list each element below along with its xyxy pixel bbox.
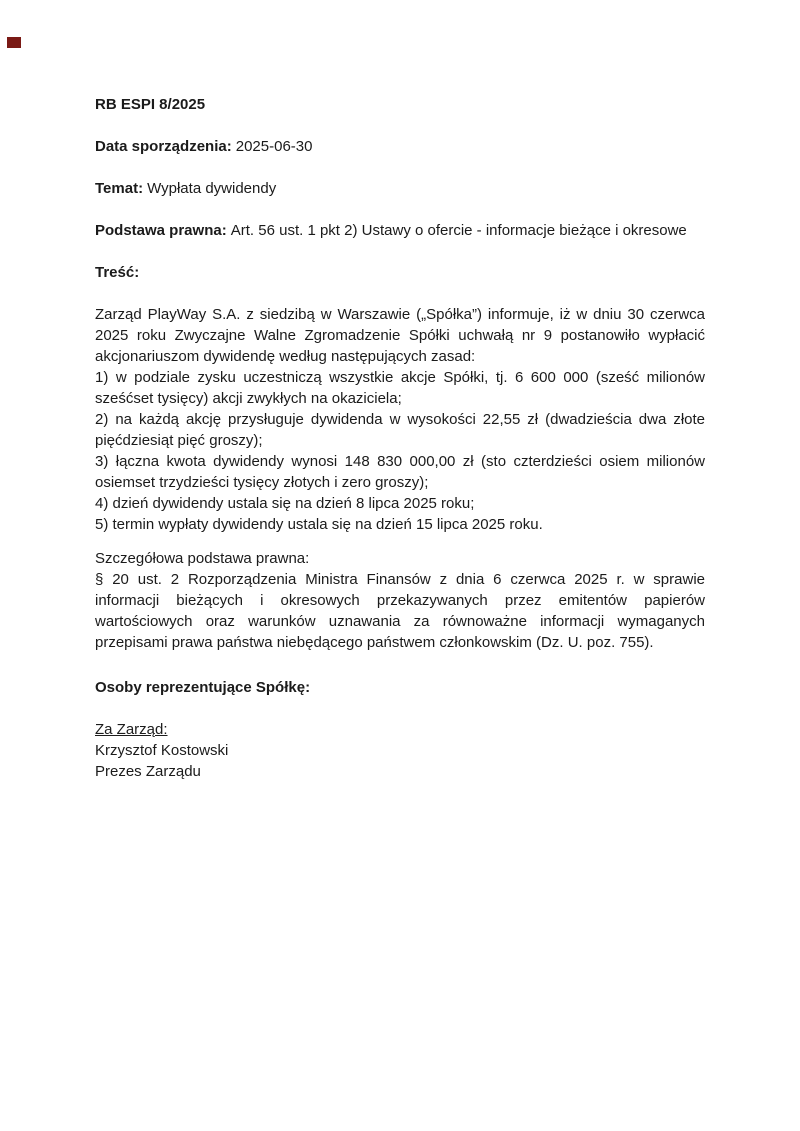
signature-position: Prezes Zarządu <box>95 763 201 780</box>
field-subject-label: Temat: <box>95 180 144 197</box>
signature-block <box>95 719 705 782</box>
report-number: RB ESPI 8/2025 <box>95 96 206 113</box>
body-item-3: 3) łączna kwota dywidendy wynosi 148 830 000,00 zł (sto czterdzieści osiem milionów osiemset trzydzieści tysięcy złotych i zero groszy); <box>95 453 705 491</box>
body-item-4: 4) dzień dywidendy ustala się na dzień 8 lipca 2025 roku; <box>95 495 475 512</box>
signature-name: Krzysztof Kostowski <box>95 742 229 759</box>
report-body <box>95 304 705 535</box>
detailed-legal-basis-text: § 20 ust. 2 Rozporządzenia Ministra Finansów z dnia 6 czerwca 2025 r. w sprawie informacji bieżących i okresowych przekazywanych przez emitentów papierów wartościowych oraz warunków uznawania za równoważne informacji wymaganych przepisami prawa państwa niebędącego państwem członkowskim (Dz. U. poz. 755). <box>95 571 705 651</box>
field-preparation-date-value: 2025-06-30 <box>235 138 313 155</box>
field-legal-basis <box>95 220 705 241</box>
field-subject-value: Wypłata dywidendy <box>147 180 277 197</box>
body-item-5: 5) termin wypłaty dywidendy ustala się na dzień 15 lipca 2025 roku. <box>95 516 543 533</box>
report-content <box>95 94 705 782</box>
body-intro-paragraph: Zarząd PlayWay S.A. z siedzibą w Warszawie („Spółka”) informuje, iż w dniu 30 czerwca 2025 roku Zwyczajne Walne Zgromadzenie Spółki uchwałą nr 9 postanowiło wypłacić akcjonariuszom dywidendę według następujących zasad: <box>95 306 705 365</box>
detailed-legal-basis <box>95 548 705 653</box>
field-legal-basis-value: Art. 56 ust. 1 pkt 2) Ustawy o ofercie - informacje bieżące i okresowe <box>230 222 687 239</box>
signature-on-behalf: Za Zarząd: <box>95 721 168 738</box>
field-preparation-date <box>95 136 705 157</box>
field-preparation-date-label: Data sporządzenia: <box>95 138 232 155</box>
body-item-1: 1) w podziale zysku uczestniczą wszystkie akcje Spółki, tj. 6 600 000 (sześć milionów sześćset tysięcy) akcji zwykłych na okaziciela; <box>95 369 705 407</box>
corner-red-mark <box>7 37 21 48</box>
field-legal-basis-label: Podstawa prawna: <box>95 222 227 239</box>
body-item-2: 2) na każdą akcję przysługuje dywidenda w wysokości 22,55 zł (dwadzieścia dwa złote pięćdziesiąt pięć groszy); <box>95 411 705 449</box>
field-subject <box>95 178 705 199</box>
detailed-legal-basis-heading: Szczegółowa podstawa prawna: <box>95 550 310 567</box>
content-heading: Treść: <box>95 264 140 281</box>
representatives-heading: Osoby reprezentujące Spółkę: <box>95 679 311 696</box>
